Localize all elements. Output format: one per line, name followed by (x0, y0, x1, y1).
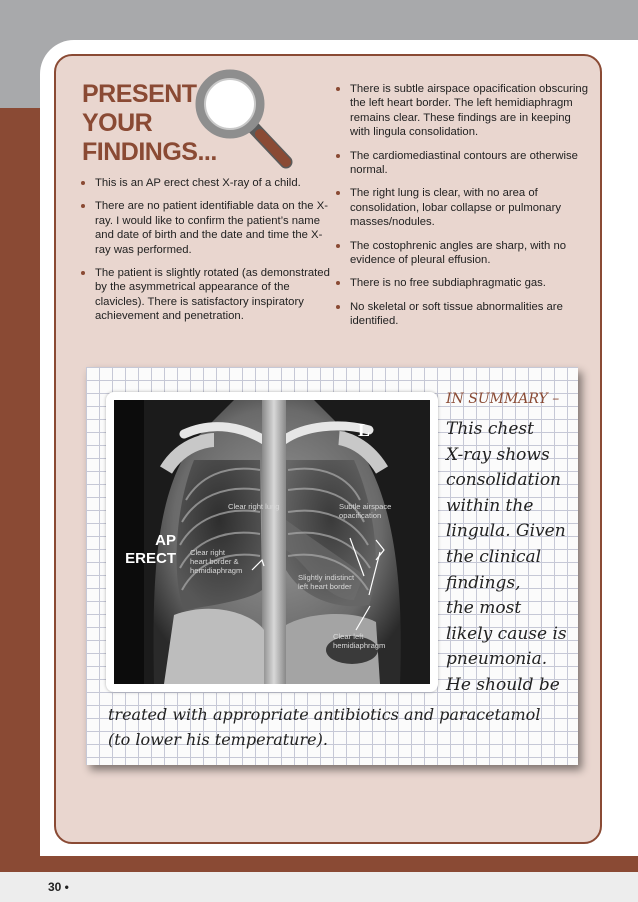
heading-line-1: PRESENT (82, 80, 197, 108)
bullet-icon (336, 305, 340, 309)
list-item: No skeletal or soft tissue abnormalities are identified. (333, 300, 589, 329)
magnifying-glass-icon (190, 66, 300, 176)
bullet-icon (336, 191, 340, 195)
list-item: There is no free subdiaphragmatic gas. (333, 276, 589, 290)
page-number: 30 • (48, 880, 69, 894)
list-item: The patient is slightly rotated (as demonstrated by the asymmetrical appearance of the clavicles). There is satisfactory inspiratory achievement and penetration. (78, 266, 330, 324)
bullet-icon (336, 281, 340, 285)
bullet-icon (336, 244, 340, 248)
projection-label-ap: AP (155, 532, 176, 549)
annotation-clear-right-heart: Clear right heart border & hemidiaphragm (190, 548, 243, 575)
left-findings-column (78, 176, 330, 333)
bullet-icon (81, 271, 85, 275)
left-side-marker: L (358, 420, 371, 440)
bullet-icon (81, 204, 85, 208)
list-item: This is an AP erect chest X-ray of a child. (78, 176, 330, 190)
summary-text: This chest X-ray shows consolidation within the lingula. Given the clinical findings, the most likely cause is pneumonia. He should be (446, 419, 567, 695)
heading-line-2: YOUR (82, 109, 153, 137)
list-item: The right lung is clear, with no area of consolidation, lobar collapse or pulmonary masses/nodules. (333, 186, 589, 229)
bullet-icon (336, 154, 340, 158)
summary-heading: IN SUMMARY – (446, 391, 560, 407)
list-item: There are no patient identifiable data on the X-ray. I would like to confirm the patient’s name and date of birth and the date and time the X-ray was performed. (78, 199, 330, 257)
summary-text-continued: treated with appropriate antibiotics and paracetamol (to lower his temperature). (108, 705, 541, 749)
projection-label (114, 532, 176, 568)
annotation-subtle-airspace: Subtle airspace opacification (339, 502, 392, 520)
list-item: The costophrenic angles are sharp, with no evidence of pleural effusion. (333, 239, 589, 268)
heading-line-3: FINDINGS... (82, 138, 217, 166)
list-item: There is subtle airspace opacification obscuring the left heart border. The left hemidiaphragm remains clear. These findings are in keeping with lingula consolidation. (333, 82, 589, 140)
annotation-clear-right-lung: Clear right lung (228, 502, 280, 511)
annotation-indistinct-heart: Slightly indistinct left heart border (298, 573, 355, 591)
right-findings-column (333, 82, 589, 338)
list-item: The cardiomediastinal contours are otherwise normal. (333, 149, 589, 178)
projection-label-erect: ERECT (125, 550, 176, 567)
footer-bar (0, 872, 638, 902)
annotation-clear-left-hemi: Clear left hemidiaphragm (333, 632, 386, 650)
bullet-icon (81, 181, 85, 185)
bullet-icon (336, 87, 340, 91)
